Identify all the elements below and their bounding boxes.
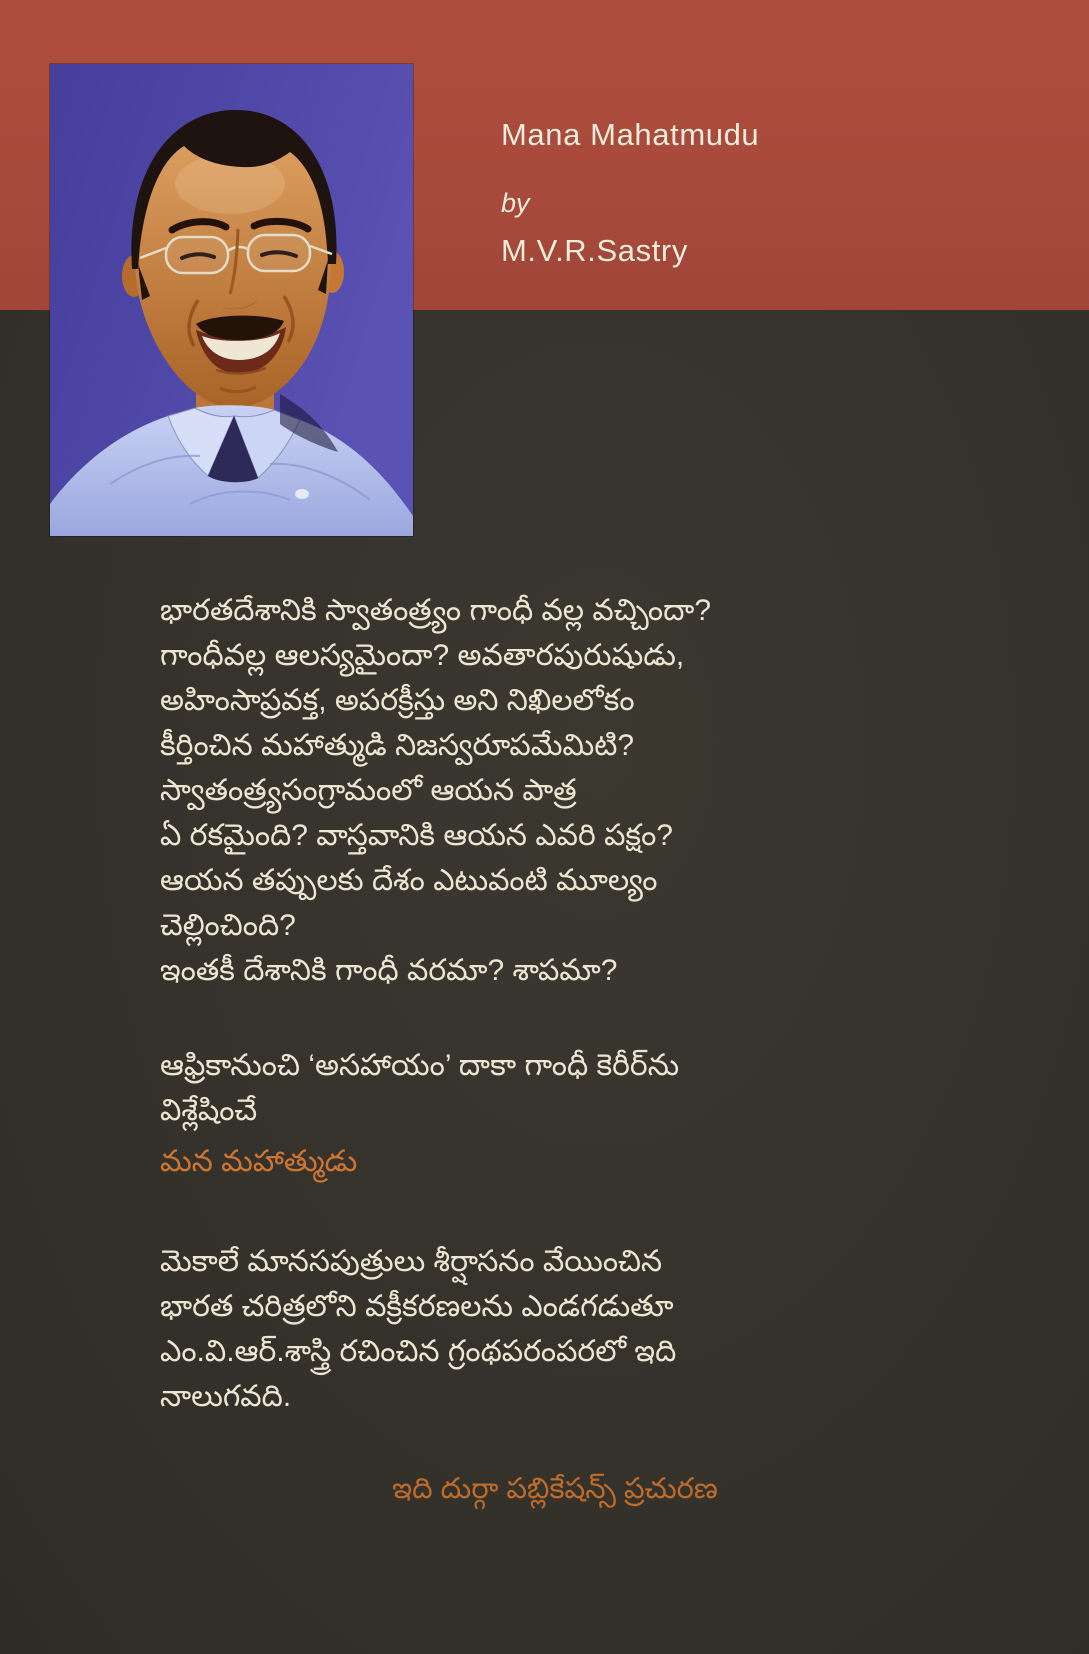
blurb-line: మెకాలే మానసపుత్రులు శీర్షాసనం వేయించిన <box>160 1245 663 1278</box>
blurb-text-block <box>160 588 960 1512</box>
blurb-line: భారత చరిత్రలోని వక్రీకరణలను ఎండగడుతూ <box>160 1290 674 1323</box>
blurb-line: ఆయన తప్పులకు దేశం ఎటువంటి మూల్యం <box>160 864 658 897</box>
blurb-line: ఇంతకీ దేశానికి గాంధీ వరమా? శాపమా? <box>160 954 618 987</box>
blurb-line: ఎం.వి.ఆర్.శాస్త్రి రచించిన గ్రంథపరంపరలో ఇది <box>160 1335 677 1368</box>
blurb-paragraph-series <box>160 1239 960 1419</box>
header-text-block <box>501 118 759 268</box>
blurb-line: ఆఫ్రికానుంచి ‘అసహాయం’ దాకా గాంధీ కెరీర్‌ను <box>160 1049 680 1082</box>
blurb-paragraph-scope <box>160 1043 960 1133</box>
publisher-imprint: ఇది దుర్గా పబ్లికేషన్స్ ప్రచురణ <box>392 1473 718 1505</box>
blurb-line: కీర్తించిన మహాత్ముడి నిజస్వరూపమేమిటి? <box>160 729 635 762</box>
book-title-telugu: మన మహాత్ముడు <box>160 1145 358 1178</box>
blurb-paragraph-questions <box>160 588 960 993</box>
author-name: M.V.R.Sastry <box>501 233 688 268</box>
byline-label: by <box>501 188 530 218</box>
blurb-line: నాలుగవది. <box>160 1380 292 1413</box>
blurb-line: భారతదేశానికి స్వాతంత్ర్యం గాంధీ వల్ల వచ్చిందా? <box>160 594 712 627</box>
author-portrait-image <box>50 64 413 536</box>
blurb-line: అహింసాప్రవక్త, అపరక్రీస్తు అని నిఖిలలోకం <box>160 684 635 717</box>
author-photo <box>50 64 413 536</box>
blurb-line: చెల్లించింది? <box>160 909 296 942</box>
blurb-line: గాంధీవల్ల ఆలస్యమైందా? అవతారపురుషుడు, <box>160 639 685 672</box>
book-title-english: Mana Mahatmudu <box>501 117 760 152</box>
blurb-line: స్వాతంత్ర్యసంగ్రామంలో ఆయన పాత్ర <box>160 774 577 807</box>
blurb-line: ఏ రకమైంది? వాస్తవానికి ఆయన ఎవరి పక్షం? <box>160 819 673 852</box>
blurb-line: విశ్లేషించే <box>160 1094 258 1127</box>
